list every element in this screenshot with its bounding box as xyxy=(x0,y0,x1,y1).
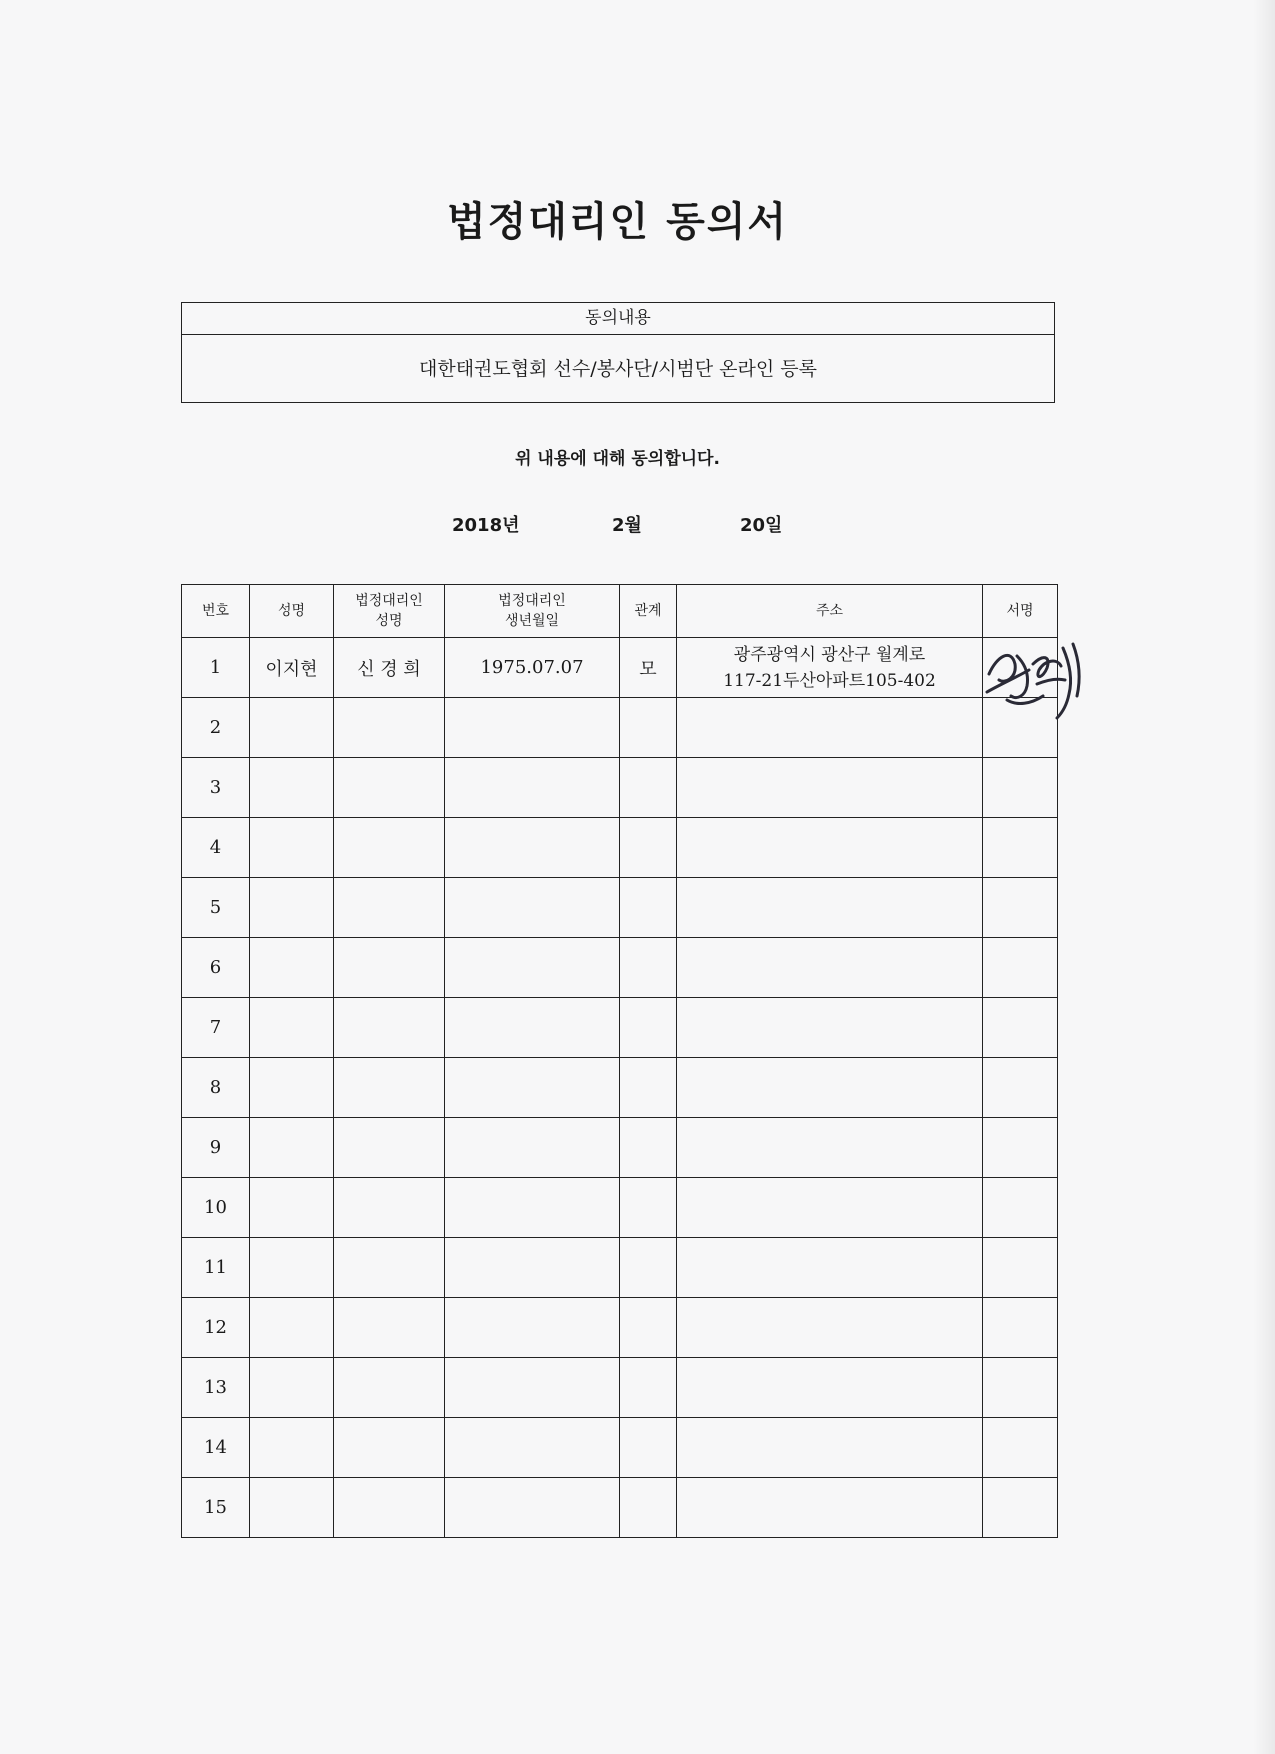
address-line2: 117-21두산아파트105-402 xyxy=(723,670,936,691)
header-guardian-birth-line2: 생년월일 xyxy=(504,613,560,629)
header-signature: 서명 xyxy=(983,585,1058,638)
address-line1: 광주광역시 광산구 월계로 xyxy=(733,644,926,665)
row-number: 15 xyxy=(182,1478,250,1538)
guardian-address xyxy=(677,638,983,698)
header-guardian-birth-line1: 법정대리인 xyxy=(498,593,566,609)
row-number: 13 xyxy=(182,1358,250,1418)
header-number: 번호 xyxy=(182,585,250,638)
row-number: 4 xyxy=(182,818,250,878)
signature-cell xyxy=(983,638,1058,698)
row-number: 14 xyxy=(182,1418,250,1478)
date-day: 20일 xyxy=(740,515,783,536)
header-guardian-name xyxy=(334,585,445,638)
handwritten-signature xyxy=(977,634,1087,722)
table-row xyxy=(182,698,1058,758)
header-guardian-name-line2: 성명 xyxy=(375,613,403,629)
guardian-birthdate: 1975.07.07 xyxy=(445,638,620,698)
row-number: 1 xyxy=(182,638,250,698)
header-address: 주소 xyxy=(677,585,983,638)
row-number: 12 xyxy=(182,1298,250,1358)
table-row xyxy=(182,818,1058,878)
table-row xyxy=(182,938,1058,998)
consent-content-text: 대한태권도협회 선수/봉사단/시범단 온라인 등록 xyxy=(418,358,817,380)
table-row xyxy=(182,1238,1058,1298)
table-row xyxy=(182,1478,1058,1538)
row-number: 9 xyxy=(182,1118,250,1178)
row-number: 6 xyxy=(182,938,250,998)
row-number: 8 xyxy=(182,1058,250,1118)
guardian-registration-table xyxy=(181,584,1058,1538)
guardian-relation: 모 xyxy=(620,638,677,698)
row-number: 3 xyxy=(182,758,250,818)
table-row xyxy=(182,638,1058,698)
date-month: 2월 xyxy=(612,515,642,536)
table-row xyxy=(182,998,1058,1058)
table-header-row xyxy=(182,585,1058,638)
table-row xyxy=(182,1118,1058,1178)
header-relation: 관계 xyxy=(620,585,677,638)
participant-name: 이지현 xyxy=(250,638,334,698)
row-number: 5 xyxy=(182,878,250,938)
table-row xyxy=(182,878,1058,938)
date-year: 2018년 xyxy=(452,515,520,536)
table-row xyxy=(182,758,1058,818)
page-title: 법정대리인 동의서 xyxy=(446,198,789,245)
row-number: 11 xyxy=(182,1238,250,1298)
guardian-name: 신 경 희 xyxy=(334,638,445,698)
header-guardian-name-line1: 법정대리인 xyxy=(355,593,423,609)
table-row xyxy=(182,1178,1058,1238)
scan-edge-shadow xyxy=(1253,0,1275,1754)
row-number: 10 xyxy=(182,1178,250,1238)
consent-content-box xyxy=(181,302,1055,403)
table-row xyxy=(182,1298,1058,1358)
table-row xyxy=(182,1058,1058,1118)
header-guardian-birth xyxy=(445,585,620,638)
header-name: 성명 xyxy=(250,585,334,638)
table-row xyxy=(182,1418,1058,1478)
agreement-statement: 위 내용에 대해 동의합니다. xyxy=(515,449,720,469)
row-number: 7 xyxy=(182,998,250,1058)
consent-content-header: 동의내용 xyxy=(182,303,1054,335)
row-number: 2 xyxy=(182,698,250,758)
table-row xyxy=(182,1358,1058,1418)
